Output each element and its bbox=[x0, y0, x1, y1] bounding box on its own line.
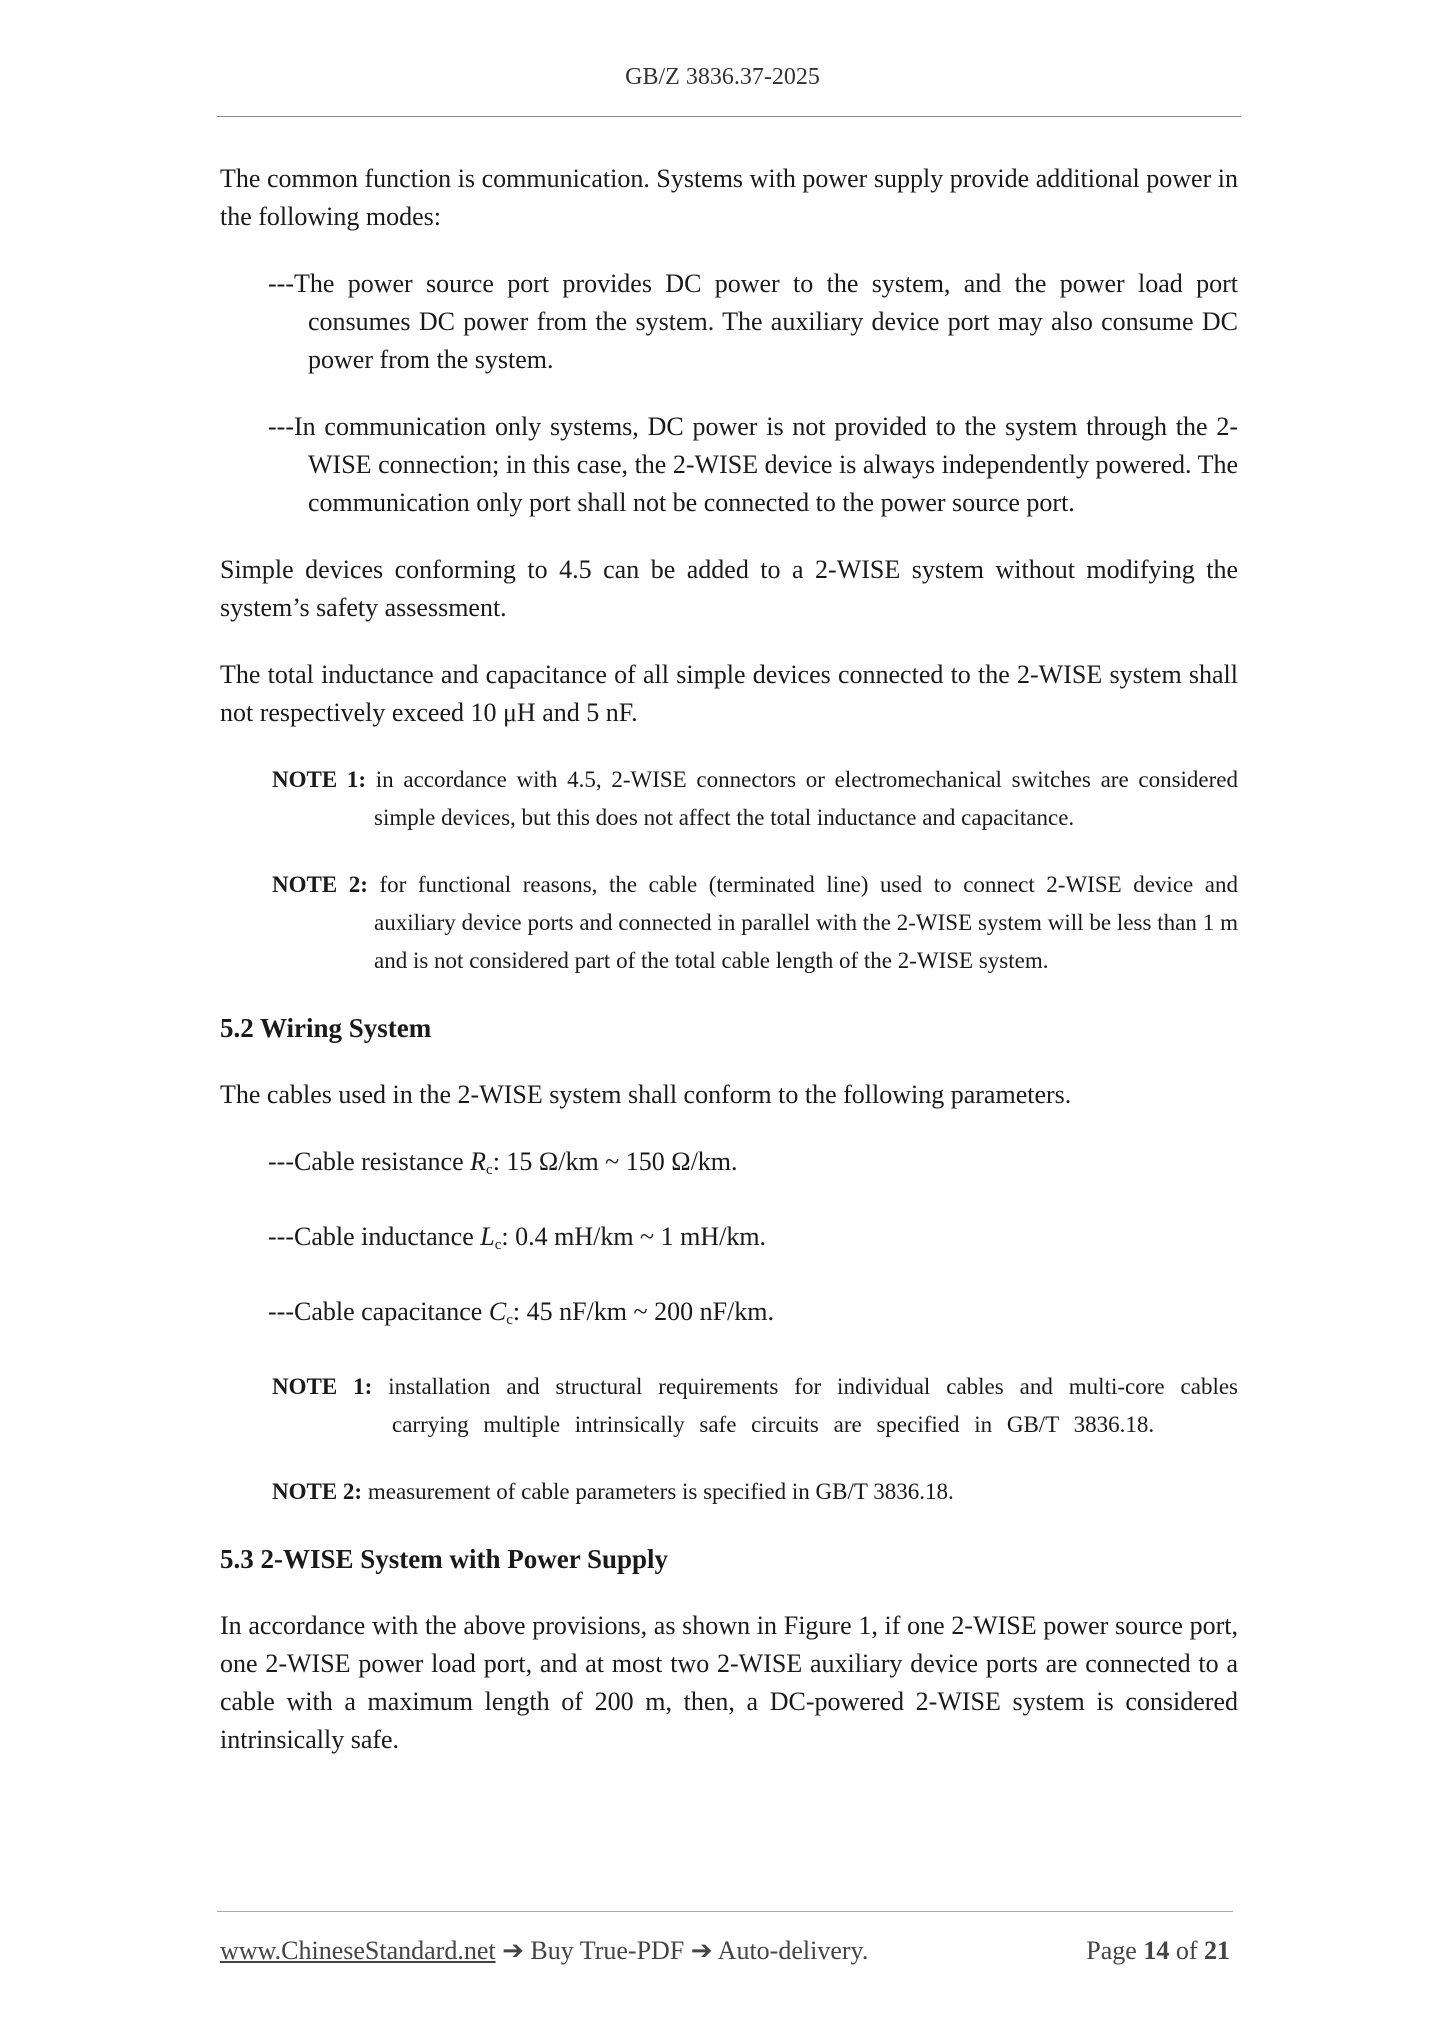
cable-capacitance-value: : 45 nF/km ~ 200 nF/km. bbox=[512, 1297, 774, 1326]
note-2-cable-length bbox=[272, 866, 1238, 980]
note-label: NOTE 2: bbox=[272, 1479, 363, 1504]
cable-inductance-value: : 0.4 mH/km ~ 1 mH/km. bbox=[501, 1222, 767, 1251]
dash-item-power-modes: ---The power source port provides DC power to the system, and the power load port consumes DC power from the system. The auxiliary device port may also consume DC power from the system. bbox=[268, 269, 1238, 374]
simple-devices-paragraph: Simple devices conforming to 4.5 can be added to a 2-WISE system without modifying the system’s safety assessment. bbox=[220, 555, 1238, 622]
page-content bbox=[220, 160, 1238, 1788]
dash-item-cable-capacitance bbox=[268, 1293, 1238, 1339]
section-heading-wiring-system: 5.2 Wiring System bbox=[220, 1013, 432, 1043]
cable-inductance-symbol: L bbox=[480, 1222, 495, 1251]
power-supply-paragraph: In accordance with the above provisions, as shown in Figure 1, if one 2-WISE power source port, one 2-WISE power load port, and at most two 2-WISE auxiliary device ports are connected to a cable with a maximum length of 200 m, then, a DC-powered 2-WISE system is considered intrinsically safe. bbox=[220, 1611, 1238, 1754]
cable-resistance-symbol: R bbox=[470, 1147, 487, 1176]
note-label: NOTE 1: bbox=[272, 1374, 373, 1399]
note-text: measurement of cable parameters is specified in GB/T 3836.18. bbox=[367, 1479, 954, 1504]
total-pages: 21 bbox=[1204, 1936, 1230, 1965]
cable-resistance-value: : 15 Ω/km ~ 150 Ω/km. bbox=[492, 1147, 738, 1176]
footer-promo bbox=[220, 1936, 868, 1965]
cable-inductance-prefix: ---Cable inductance bbox=[268, 1222, 481, 1251]
arrow-icon: ➔ bbox=[502, 1936, 524, 1965]
current-page: 14 bbox=[1143, 1936, 1170, 1965]
page-word: Page bbox=[1086, 1936, 1137, 1965]
dash-item-cable-inductance bbox=[268, 1218, 1238, 1264]
site-link[interactable]: www.ChineseStandard.net bbox=[220, 1936, 496, 1965]
note-text: installation and structural requirements for individual cables and multi-core cables carrying multiple intrinsically safe circuits are specified in GB/T 3836.18. bbox=[388, 1374, 1238, 1437]
note-label: NOTE 2: bbox=[272, 872, 368, 897]
cable-capacitance-subscript: c bbox=[506, 1312, 513, 1328]
note-text: in accordance with 4.5, 2-WISE connectors or electromechanical switches are considered simple devices, but this does not affect the total inductance and capacitance. bbox=[374, 767, 1238, 830]
auto-delivery-text: Auto-delivery. bbox=[717, 1936, 869, 1965]
wiring-intro-paragraph: The cables used in the 2-WISE system shall conform to the following parameters. bbox=[220, 1080, 1072, 1109]
page-footer bbox=[220, 1936, 1230, 1966]
footer-divider bbox=[217, 1911, 1233, 1912]
buy-pdf-text: Buy True-PDF bbox=[530, 1936, 685, 1965]
of-word: of bbox=[1175, 1936, 1198, 1965]
dash-item-communication-only: ---In communication only systems, DC power is not provided to the system through the 2-WISE connection; in this case, the 2-WISE device is always independently powered. The communication only port shall not be connected to the power source port. bbox=[268, 412, 1238, 517]
note-label: NOTE 1: bbox=[272, 767, 367, 792]
page-number bbox=[1086, 1936, 1230, 1966]
cable-inductance-subscript: c bbox=[494, 1237, 502, 1253]
cable-resistance-subscript: c bbox=[486, 1162, 493, 1178]
header-divider bbox=[217, 116, 1241, 117]
arrow-icon: ➔ bbox=[690, 1936, 713, 1965]
cable-capacitance-symbol: C bbox=[488, 1297, 507, 1326]
cable-capacitance-prefix: ---Cable capacitance bbox=[268, 1297, 489, 1326]
note-1-simple-devices bbox=[272, 761, 1238, 837]
inductance-capacitance-paragraph: The total inductance and capacitance of all simple devices connected to the 2-WISE system shall not respectively exceed 10 μH and 5 nF. bbox=[220, 660, 1238, 727]
note-1-cable-installation bbox=[272, 1368, 1238, 1444]
note-2-cable-measurement bbox=[272, 1473, 1238, 1511]
section-heading-power-supply: 5.3 2-WISE System with Power Supply bbox=[220, 1544, 669, 1574]
dash-item-cable-resistance bbox=[268, 1143, 1238, 1189]
document-id-header: GB/Z 3836.37-2025 bbox=[625, 64, 820, 90]
intro-paragraph-1: The common function is communication. Systems with power supply provide additional power in the following modes: bbox=[220, 164, 1238, 231]
note-text: for functional reasons, the cable (terminated line) used to connect 2-WISE device and auxiliary device ports and connected in parallel with the 2-WISE system will be less than 1 m and is not considered part of the total cable length of the 2-WISE system. bbox=[374, 872, 1239, 973]
cable-resistance-prefix: ---Cable resistance bbox=[268, 1147, 471, 1176]
